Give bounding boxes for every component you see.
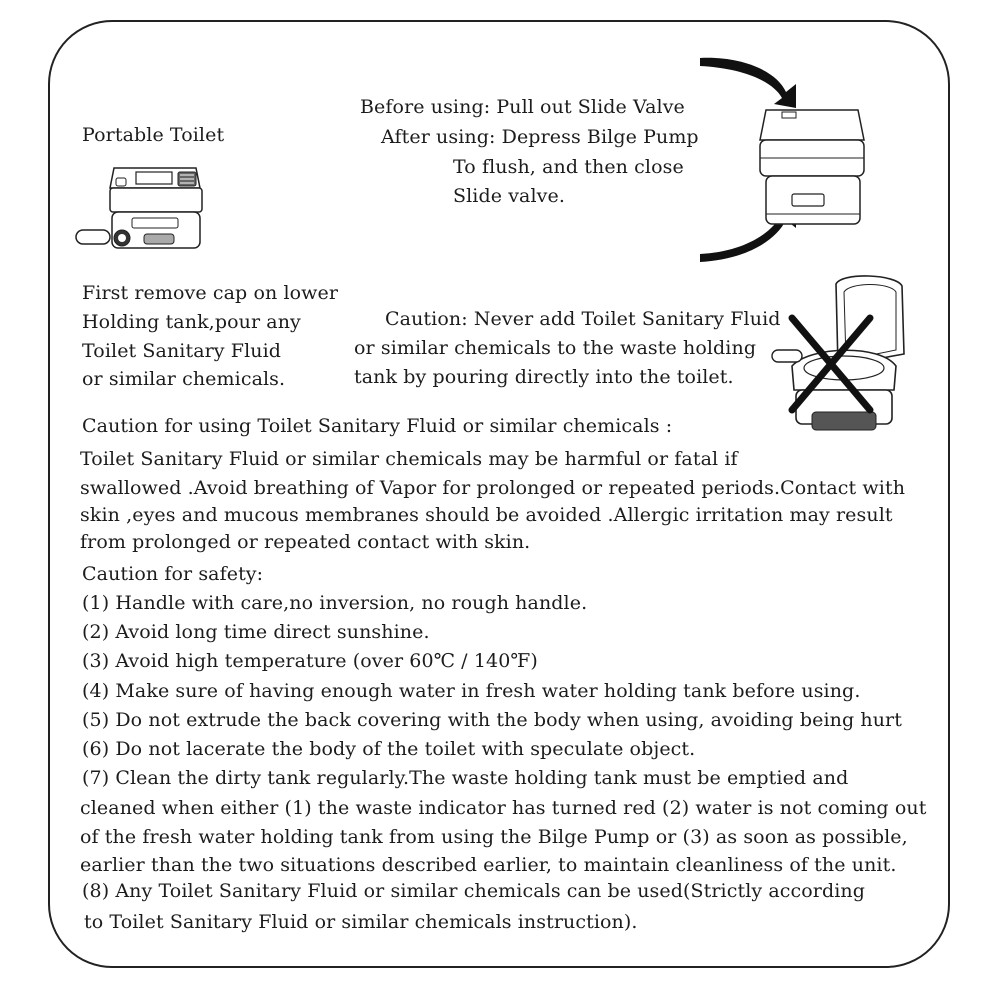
fluid-caution-line: skin ,eyes and mucous membranes should be avoided .Allergic irritation may result bbox=[80, 504, 893, 526]
product-title: Portable Toilet bbox=[82, 124, 225, 146]
safety-heading: Caution for safety: bbox=[82, 563, 264, 585]
no-pouring-cross-icon bbox=[770, 270, 910, 440]
safety-item: (7) Clean the dirty tank regularly.The waste holding tank must be emptied and bbox=[82, 767, 849, 789]
usage-line: To flush, and then close bbox=[453, 156, 684, 178]
safety-item: (6) Do not lacerate the body of the toilet with speculate object. bbox=[82, 738, 696, 760]
safety-item: (3) Avoid high temperature (over 60℃ / 140℉) bbox=[82, 650, 538, 672]
fluid-caution-line: Toilet Sanitary Fluid or similar chemicals may be harmful or fatal if bbox=[80, 448, 738, 470]
toilet-with-arrows-icon bbox=[696, 48, 876, 268]
toilet-caution-line: Caution: Never add Toilet Sanitary Fluid bbox=[385, 308, 781, 330]
toilet-caution-line: tank by pouring directly into the toilet. bbox=[354, 366, 734, 388]
safety-item: to Toilet Sanitary Fluid or similar chemicals instruction). bbox=[84, 911, 638, 933]
cap-instruction-line: Holding tank,pour any bbox=[82, 311, 301, 333]
fluid-caution-line: from prolonged or repeated contact with skin. bbox=[80, 531, 531, 553]
usage-line: Before using: Pull out Slide Valve bbox=[360, 96, 685, 118]
usage-line: Slide valve. bbox=[453, 185, 565, 207]
usage-line: After using: Depress Bilge Pump bbox=[381, 126, 699, 148]
fluid-caution-line: swallowed .Avoid breathing of Vapor for prolonged or repeated periods.Contact with bbox=[80, 477, 906, 499]
safety-item: (4) Make sure of having enough water in fresh water holding tank before using. bbox=[82, 680, 861, 702]
cap-instruction-line: or similar chemicals. bbox=[82, 368, 286, 390]
safety-item: (2) Avoid long time direct sunshine. bbox=[82, 621, 430, 643]
cap-instruction-line: Toilet Sanitary Fluid bbox=[82, 340, 282, 362]
toilet-caution-line: or similar chemicals to the waste holding bbox=[354, 337, 757, 359]
safety-item: (8) Any Toilet Sanitary Fluid or similar chemicals can be used(Strictly according bbox=[82, 880, 866, 902]
safety-item: earlier than the two situations described earlier, to maintain cleanliness of the unit. bbox=[80, 854, 897, 876]
portable-toilet-icon bbox=[74, 158, 214, 258]
cap-instruction-line: First remove cap on lower bbox=[82, 282, 339, 304]
safety-item: (5) Do not extrude the back covering with the body when using, avoiding being hurt bbox=[82, 709, 902, 731]
safety-item: (1) Handle with care,no inversion, no rough handle. bbox=[82, 592, 588, 614]
fluid-caution-heading: Caution for using Toilet Sanitary Fluid or similar chemicals : bbox=[82, 415, 673, 437]
safety-item: cleaned when either (1) the waste indicator has turned red (2) water is not coming out bbox=[80, 797, 927, 819]
safety-item: of the fresh water holding tank from using the Bilge Pump or (3) as soon as possible, bbox=[80, 826, 908, 848]
